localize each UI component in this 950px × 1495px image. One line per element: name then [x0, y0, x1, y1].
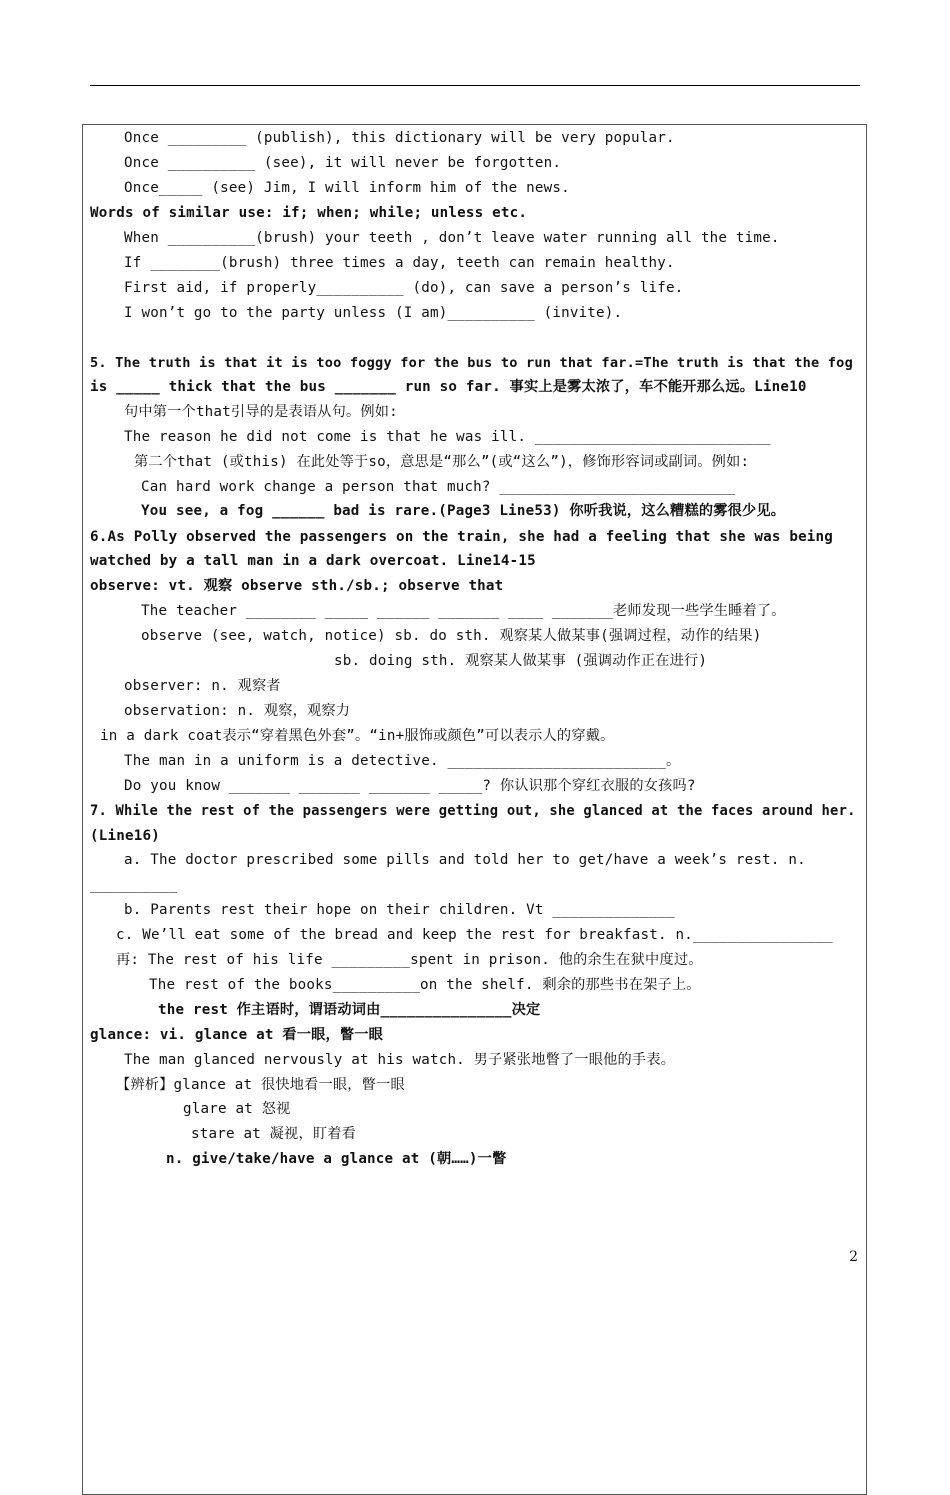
- text-line: Once _________ (publish), this dictionary will be very popular.: [124, 130, 675, 146]
- text-line: Once __________ (see), it will never be forgotten.: [124, 155, 562, 171]
- text-line: is _____ thick that the bus _______ run so far. 事实上是雾太浓了，车不能开那么远。Line10: [90, 379, 807, 395]
- text-line: Do you know _______ _______ _______ _____? 你认识那个穿红衣服的女孩吗?: [124, 778, 696, 794]
- text-line: stare at 凝视，盯着看: [191, 1126, 356, 1142]
- text-line: sb. doing sth. 观察某人做某事 (强调动作正在进行): [334, 653, 708, 669]
- text-line: observe (see, watch, notice) sb. do sth. 观察某人做某事(强调过程，动作的结果): [141, 628, 762, 644]
- text-line: (Line16): [90, 828, 160, 844]
- text-line: 7. While the rest of the passengers were getting out, she glanced at the faces around her.: [90, 803, 856, 819]
- text-line: 6.As Polly observed the passengers on the train, she had a feeling that she was being: [90, 529, 834, 545]
- text-line: The man glanced nervously at his watch. 男子紧张地瞥了一眼他的手表。: [124, 1052, 676, 1068]
- text-line: watched by a tall man in a dark overcoat. Line14-15: [90, 553, 536, 569]
- text-line: 句中第一个that引导的是表语从句。例如:: [124, 404, 398, 420]
- text-line: If ________(brush) three times a day, teeth can remain healthy.: [124, 255, 675, 271]
- text-line: a. The doctor prescribed some pills and told her to get/have a week’s rest. n.: [124, 852, 806, 868]
- text-line: b. Parents rest their hope on their children. Vt ______________: [124, 902, 675, 918]
- text-line: The rest of the books__________on the shelf. 剩余的那些书在架子上。: [149, 977, 701, 993]
- text-line: Once_____ (see) Jim, I will inform him of the news.: [124, 180, 570, 196]
- text-line: 【辨析】glance at 很快地看一眼，瞥一眼: [116, 1077, 405, 1093]
- text-line: Can hard work change a person that much? ___________________________: [141, 479, 736, 495]
- text-line: __________: [90, 877, 178, 893]
- text-line: the rest 作主语时，谓语动词由_______________决定: [158, 1002, 541, 1018]
- text-line: observer: n. 观察者: [124, 678, 281, 694]
- text-line: 再: The rest of his life _________spent in prison. 他的余生在狱中度过。: [116, 952, 703, 968]
- text-line: I won’t go to the party unless (I am)__________ (invite).: [124, 305, 623, 321]
- text-line: Words of similar use: if; when; while; unless etc.: [90, 205, 528, 221]
- text-line: glance: vi. glance at 看一眼，瞥一眼: [90, 1027, 384, 1043]
- text-line: First aid, if properly__________ (do), can save a person’s life.: [124, 280, 684, 296]
- text-line: The man in a uniform is a detective. _________________________。: [124, 753, 681, 769]
- text-line: The teacher ________ _____ ______ _______ ____ _______老师发现一些学生睡着了。: [141, 603, 786, 619]
- text-line: observation: n. 观察，观察力: [124, 703, 351, 719]
- text-line: You see, a fog ______ bad is rare.(Page3 Line53) 你听我说，这么糟糕的雾很少见。: [141, 503, 786, 519]
- text-line: observe: vt. 观察 observe sth./sb.; observe that: [90, 578, 504, 594]
- text-line: glare at 怒视: [183, 1101, 291, 1117]
- text-line: c. We’ll eat some of the bread and keep the rest for breakfast. n.________________: [116, 927, 833, 943]
- header-rule: [90, 85, 860, 86]
- text-line: n. give/take/have a glance at (朝……)一瞥: [166, 1151, 507, 1167]
- text-line: 5. The truth is that it is too foggy for the bus to run that far.=The truth is that the fog: [90, 355, 853, 371]
- text-line: 第二个that (或this) 在此处等于so，意思是“那么”(或“这么”)，修饰形容词或副词。例如:: [134, 454, 750, 470]
- text-line: in a dark coat表示“穿着黑色外套”。“in+服饰或颜色”可以表示人的穿戴。: [100, 728, 615, 744]
- text-line: When __________(brush) your teeth , don’t leave water running all the time.: [124, 230, 780, 246]
- text-line: The reason he did not come is that he was ill. ___________________________: [124, 429, 771, 445]
- page-number: 2: [849, 1249, 858, 1265]
